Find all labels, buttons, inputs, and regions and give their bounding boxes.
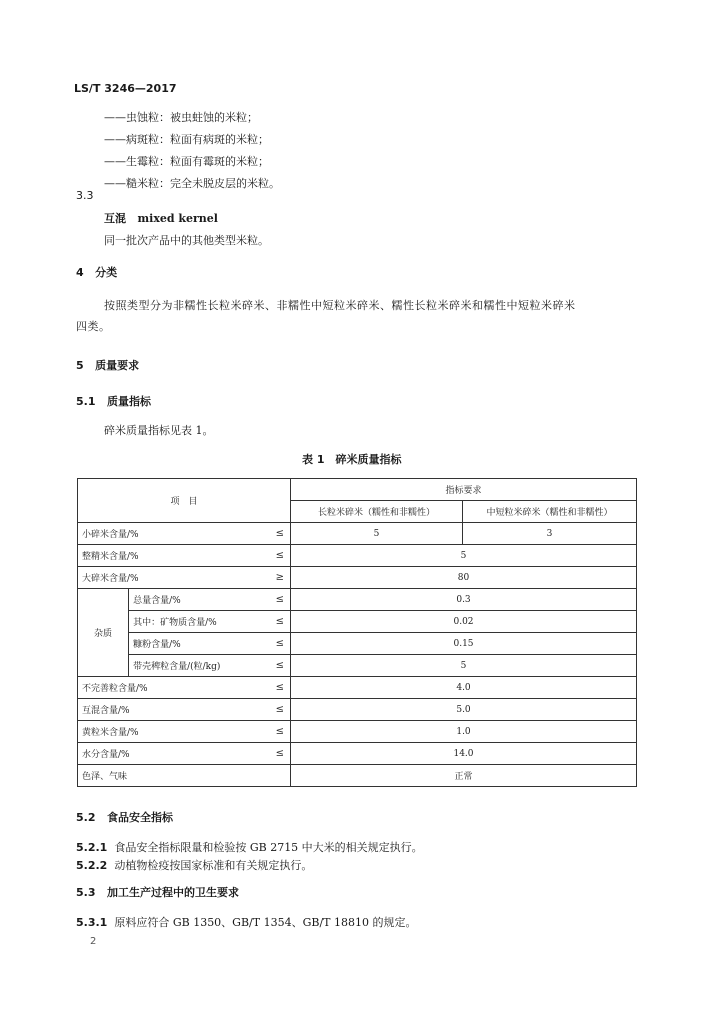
section-title: 质量指标 xyxy=(107,395,151,408)
paragraph-line: 碎米质量指标见表 1。 xyxy=(104,424,214,437)
section-heading-5 xyxy=(76,357,139,373)
row-label: 其中：矿物质含量/% xyxy=(129,611,255,633)
section-heading-5-2 xyxy=(76,809,173,825)
definition-line xyxy=(104,175,280,191)
table-row xyxy=(78,743,637,765)
definition-line xyxy=(104,153,269,169)
term-cn: 互混 xyxy=(104,212,126,225)
term: 虫蚀粒 xyxy=(126,111,159,124)
dash: —— xyxy=(104,155,126,168)
table-row xyxy=(78,633,637,655)
table-row xyxy=(78,589,637,611)
row-label: 大碎米含量/% xyxy=(78,567,255,589)
dash: —— xyxy=(104,133,126,146)
row-label: 总量含量/% xyxy=(129,589,255,611)
definition-line xyxy=(104,109,258,125)
impurity-group-label: 杂质 xyxy=(78,589,129,677)
row-label: 带壳稗粒含量/(粒/kg) xyxy=(129,655,255,677)
table-row xyxy=(78,699,637,721)
definition: ：粒面有病斑的米粒； xyxy=(159,133,269,146)
row-label: 小碎米含量/% xyxy=(78,523,255,545)
header-long-grain: 长粒米碎米（糯性和非糯性） xyxy=(291,501,463,523)
dash: —— xyxy=(104,111,126,124)
row-label: 互混含量/% xyxy=(78,699,255,721)
section-number: 5.2 xyxy=(76,811,96,824)
page-number: 2 xyxy=(90,936,97,947)
row-value: 0.15 xyxy=(291,633,637,655)
term-definition: 同一批次产品中的其他类型米粒。 xyxy=(104,234,269,247)
row-value-long: 5 xyxy=(291,523,463,545)
term: 糙米粒 xyxy=(126,177,159,190)
row-value: 5 xyxy=(291,545,637,567)
row-symbol: ≤ xyxy=(255,589,291,611)
clause-text: 原料应符合 GB 1350、GB/T 1354、GB/T 18810 的规定。 xyxy=(114,916,417,929)
row-label: 色泽、气味 xyxy=(78,765,291,787)
row-label: 水分含量/% xyxy=(78,743,255,765)
row-symbol: ≤ xyxy=(255,611,291,633)
clause-text: 食品安全指标限量和检验按 GB 2715 中大米的相关规定执行。 xyxy=(114,841,423,854)
row-value: 14.0 xyxy=(291,743,637,765)
row-symbol: ≤ xyxy=(255,633,291,655)
dash: —— xyxy=(104,177,126,190)
row-value-short: 3 xyxy=(463,523,637,545)
term-heading xyxy=(104,210,218,226)
row-label: 整精米含量/% xyxy=(78,545,255,567)
row-value: 正常 xyxy=(291,765,637,787)
row-value: 0.3 xyxy=(291,589,637,611)
row-symbol: ≤ xyxy=(255,743,291,765)
header-short-grain: 中短粒米碎米（糯性和非糯性） xyxy=(463,501,637,523)
clause-line xyxy=(76,857,312,873)
clause-line xyxy=(76,839,423,855)
row-symbol: ≤ xyxy=(255,699,291,721)
section-number: 5.1 xyxy=(76,395,96,408)
definition: ：被虫蛀蚀的米粒； xyxy=(159,111,258,124)
section-number: 4 xyxy=(76,266,84,279)
row-value: 0.02 xyxy=(291,611,637,633)
term-en: mixed kernel xyxy=(137,212,218,225)
section-title: 质量要求 xyxy=(95,359,140,372)
definition: ：完全未脱皮层的米粒。 xyxy=(159,177,280,190)
header-item: 项 目 xyxy=(78,479,291,523)
table-row xyxy=(78,677,637,699)
row-symbol: ≤ xyxy=(255,523,291,545)
quality-index-table xyxy=(77,478,637,787)
row-value: 5.0 xyxy=(291,699,637,721)
table-row xyxy=(78,655,637,677)
section-title: 分类 xyxy=(95,266,118,279)
table-row xyxy=(78,567,637,589)
section-title: 食品安全指标 xyxy=(107,811,173,824)
header-requirement: 指标要求 xyxy=(291,479,637,501)
term: 生霉粒 xyxy=(126,155,159,168)
row-value: 4.0 xyxy=(291,677,637,699)
definition-line xyxy=(104,131,269,147)
clause-number: 5.2.2 xyxy=(76,859,108,872)
table-row xyxy=(78,523,637,545)
row-symbol: ≤ xyxy=(255,677,291,699)
clause-line xyxy=(76,914,417,930)
term: 病斑粒 xyxy=(126,133,159,146)
section-heading-5-1 xyxy=(76,393,151,409)
table-caption: 表 1 碎米质量指标 xyxy=(302,453,402,466)
definition: ：粒面有霉斑的米粒； xyxy=(159,155,269,168)
row-label: 黄粒米含量/% xyxy=(78,721,255,743)
paragraph-line: 按照类型分为非糯性长粒米碎米、非糯性中短粒米碎米、糯性长粒米碎米和糯性中短粒米碎米 xyxy=(104,299,576,312)
clause-text: 动植物检疫按国家标准和有关规定执行。 xyxy=(114,859,313,872)
section-number: 5 xyxy=(76,359,84,372)
clause-number: 5.2.1 xyxy=(76,841,108,854)
row-symbol: ≥ xyxy=(255,567,291,589)
section-heading-4 xyxy=(76,264,117,280)
paragraph-line: 四类。 xyxy=(76,320,111,333)
table-row xyxy=(78,611,637,633)
section-number-3-3: 3.3 xyxy=(76,189,94,202)
clause-number: 5.3.1 xyxy=(76,916,108,929)
section-heading-5-3 xyxy=(76,884,239,900)
row-symbol: ≤ xyxy=(255,721,291,743)
table-row xyxy=(78,721,637,743)
table-row xyxy=(78,545,637,567)
row-label: 糠粉含量/% xyxy=(129,633,255,655)
table-row xyxy=(78,765,637,787)
table-header-row xyxy=(78,479,637,501)
row-symbol: ≤ xyxy=(255,545,291,567)
row-value: 5 xyxy=(291,655,637,677)
row-value: 1.0 xyxy=(291,721,637,743)
row-value: 80 xyxy=(291,567,637,589)
row-label: 不完善粒含量/% xyxy=(78,677,255,699)
row-symbol: ≤ xyxy=(255,655,291,677)
section-title: 加工生产过程中的卫生要求 xyxy=(107,886,239,899)
standard-code: LS/T 3246—2017 xyxy=(74,82,177,95)
section-number: 5.3 xyxy=(76,886,96,899)
